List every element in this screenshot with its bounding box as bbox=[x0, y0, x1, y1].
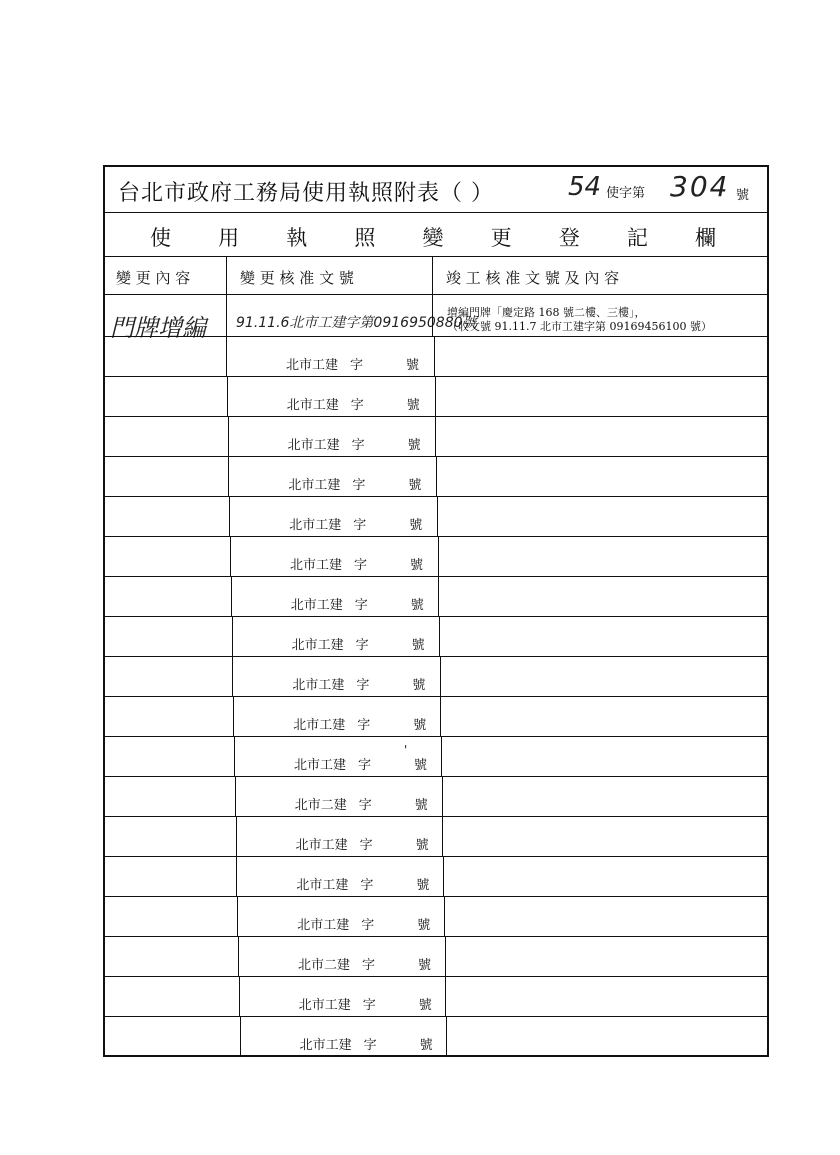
grid-line-vertical bbox=[238, 936, 239, 976]
grid-line-vertical bbox=[229, 496, 230, 536]
banner-char: 照 bbox=[354, 226, 376, 250]
ref-row bbox=[297, 903, 437, 943]
grid-line-horizontal bbox=[103, 576, 769, 577]
grid-line-horizontal bbox=[103, 816, 769, 817]
grid-line-horizontal bbox=[103, 336, 769, 337]
banner-char: 用 bbox=[218, 226, 240, 250]
ref-hao: 號 bbox=[414, 757, 428, 773]
grid-line-vertical bbox=[234, 736, 235, 776]
grid-line-vertical bbox=[228, 456, 229, 496]
grid-line-vertical bbox=[444, 896, 445, 936]
grid-line-vertical bbox=[233, 696, 234, 736]
permit-prefix-handwritten: 54 bbox=[568, 172, 602, 202]
approval-number-handwritten: 91.11.6北市工建字第0916950880號 bbox=[236, 315, 477, 331]
change-content-handwritten: 門牌增編 bbox=[110, 314, 206, 342]
ref-row bbox=[294, 743, 434, 783]
grid-line-vertical bbox=[441, 736, 442, 776]
grid-line-horizontal bbox=[103, 856, 769, 857]
ref-prefix: 北市工建 bbox=[287, 437, 340, 453]
grid-line-horizontal bbox=[103, 776, 769, 777]
ref-zi: 字 bbox=[350, 397, 364, 413]
ref-zi: 字 bbox=[358, 797, 372, 813]
ref-hao: 號 bbox=[415, 837, 429, 853]
grid-line-vertical bbox=[438, 536, 439, 576]
ref-row bbox=[295, 783, 435, 823]
column-header-completion: 竣 工 核 准 文 號 及 內 容 bbox=[446, 269, 620, 287]
ref-prefix: 北市二建 bbox=[298, 957, 351, 973]
ref-hao: 號 bbox=[413, 717, 427, 733]
grid-line-vertical bbox=[443, 856, 444, 896]
ref-zi: 字 bbox=[361, 917, 375, 933]
grid-line-vertical bbox=[236, 816, 237, 856]
ref-zi: 字 bbox=[351, 437, 365, 453]
ref-hao: 號 bbox=[406, 357, 420, 373]
column-header-change-content: 變 更 內 容 bbox=[116, 269, 191, 287]
ref-row bbox=[292, 663, 432, 703]
grid-line-vertical bbox=[237, 896, 238, 936]
grid-line-vertical bbox=[446, 1016, 447, 1057]
ref-hao: 號 bbox=[408, 477, 422, 493]
ref-hao: 號 bbox=[407, 437, 421, 453]
grid-line-horizontal bbox=[103, 696, 769, 697]
permit-label: 使字第 bbox=[606, 186, 646, 201]
ref-row bbox=[292, 623, 432, 663]
grid-line-vertical bbox=[240, 1016, 241, 1057]
ref-zi: 字 bbox=[356, 677, 370, 693]
ref-row bbox=[296, 863, 436, 903]
ref-prefix: 北市工建 bbox=[289, 517, 342, 533]
ref-zi: 字 bbox=[353, 517, 367, 533]
ref-prefix: 北市二建 bbox=[294, 797, 347, 813]
ref-prefix: 北市工建 bbox=[291, 637, 344, 653]
ref-row bbox=[287, 383, 427, 423]
completion-note-line2: （收文號 91.11.7 北市工建字第 09169456100 號） bbox=[447, 320, 712, 333]
ref-row bbox=[288, 463, 428, 503]
ref-prefix: 北市工建 bbox=[290, 597, 343, 613]
ref-prefix: 北市工建 bbox=[286, 397, 339, 413]
banner-char: 更 bbox=[490, 226, 512, 250]
ref-hao: 號 bbox=[416, 877, 430, 893]
ref-hao: 號 bbox=[410, 557, 424, 573]
ref-zi: 字 bbox=[350, 357, 364, 373]
ref-row bbox=[299, 983, 439, 1023]
banner-char: 記 bbox=[626, 226, 648, 250]
grid-line-vertical bbox=[226, 336, 227, 376]
ref-prefix: 北市工建 bbox=[296, 877, 349, 893]
ref-row bbox=[290, 543, 430, 583]
ref-row bbox=[293, 703, 433, 743]
banner-char: 執 bbox=[286, 226, 308, 250]
ref-row bbox=[286, 343, 426, 383]
grid-line-vertical bbox=[435, 416, 436, 456]
ref-prefix: 北市工建 bbox=[298, 997, 351, 1013]
completion-note-line1: 增編門牌「慶定路 168 號二樓、三樓」， bbox=[447, 306, 646, 319]
ref-zi: 字 bbox=[352, 477, 366, 493]
ref-row bbox=[296, 823, 436, 863]
ref-prefix: 北市工建 bbox=[292, 677, 345, 693]
section-banner bbox=[150, 222, 716, 252]
form-title: 台北市政府工務局使用執照附表（ ） bbox=[118, 181, 494, 206]
grid-line-horizontal bbox=[103, 536, 769, 537]
grid-line-vertical bbox=[439, 616, 440, 656]
grid-line-vertical bbox=[442, 816, 443, 856]
banner-char: 變 bbox=[422, 226, 444, 250]
grid-line-vertical bbox=[227, 376, 228, 416]
permit-number-handwritten: 304 bbox=[670, 170, 730, 203]
ref-prefix: 北市工建 bbox=[294, 757, 347, 773]
ref-prefix: 北市工建 bbox=[293, 717, 346, 733]
grid-line-vertical bbox=[445, 976, 446, 1016]
ref-zi: 字 bbox=[360, 877, 374, 893]
ref-zi: 字 bbox=[354, 597, 368, 613]
grid-line-vertical bbox=[236, 856, 237, 896]
ref-zi: 字 bbox=[357, 717, 371, 733]
ref-row bbox=[300, 1023, 440, 1063]
ref-hao: 號 bbox=[414, 797, 428, 813]
ref-hao: 號 bbox=[419, 1037, 433, 1053]
grid-line-vertical bbox=[232, 616, 233, 656]
ref-hao: 號 bbox=[417, 917, 431, 933]
grid-line-vertical bbox=[228, 416, 229, 456]
grid-line-vertical bbox=[231, 576, 232, 616]
grid-line-horizontal bbox=[103, 294, 769, 295]
ref-prefix: 北市工建 bbox=[299, 1037, 352, 1053]
column-header-change-approval: 變 更 核 准 文 號 bbox=[240, 269, 354, 287]
grid-line-vertical bbox=[437, 496, 438, 536]
grid-line-vertical bbox=[434, 336, 435, 376]
ref-prefix: 北市工建 bbox=[286, 357, 339, 373]
grid-line-vertical bbox=[436, 456, 437, 496]
ref-prefix: 北市工建 bbox=[288, 477, 341, 493]
grid-line-horizontal bbox=[103, 616, 769, 617]
ref-zi: 字 bbox=[363, 1037, 377, 1053]
ref-zi: 字 bbox=[354, 557, 368, 573]
ref-zi: 字 bbox=[355, 637, 369, 653]
grid-line-vertical bbox=[440, 696, 441, 736]
ref-hao: 號 bbox=[418, 997, 432, 1013]
grid-line-horizontal bbox=[103, 256, 769, 257]
grid-line-vertical bbox=[440, 656, 441, 696]
grid-line-vertical bbox=[230, 536, 231, 576]
ref-hao: 號 bbox=[412, 677, 426, 693]
grid-line-vertical bbox=[235, 776, 236, 816]
grid-line-vertical bbox=[226, 256, 227, 336]
ref-hao: 號 bbox=[410, 597, 424, 613]
ref-zi: 字 bbox=[359, 837, 373, 853]
grid-line-vertical bbox=[435, 376, 436, 416]
grid-line-vertical bbox=[442, 776, 443, 816]
banner-char: 登 bbox=[558, 226, 580, 250]
grid-line-vertical bbox=[438, 576, 439, 616]
grid-line-horizontal bbox=[103, 656, 769, 657]
banner-char: 使 bbox=[150, 226, 171, 250]
ref-row bbox=[288, 423, 428, 463]
grid-line-horizontal bbox=[103, 376, 769, 377]
ref-prefix: 北市工建 bbox=[297, 917, 350, 933]
ref-hao: 號 bbox=[418, 957, 432, 973]
ref-row bbox=[291, 583, 431, 623]
grid-line-vertical bbox=[445, 936, 446, 976]
ref-hao: 號 bbox=[409, 517, 423, 533]
ref-zi: 字 bbox=[362, 997, 376, 1013]
ref-zi: 字 bbox=[358, 757, 372, 773]
ref-hao: 號 bbox=[406, 397, 420, 413]
permit-suffix: 號 bbox=[736, 188, 750, 203]
grid-line-horizontal bbox=[103, 736, 769, 737]
stray-mark: ' bbox=[404, 743, 408, 757]
ref-row bbox=[298, 943, 438, 983]
banner-char: 欄 bbox=[695, 226, 716, 250]
grid-line-vertical bbox=[239, 976, 240, 1016]
ref-zi: 字 bbox=[362, 957, 376, 973]
ref-prefix: 北市工建 bbox=[290, 557, 343, 573]
ref-prefix: 北市工建 bbox=[295, 837, 348, 853]
grid-line-horizontal bbox=[103, 212, 769, 213]
ref-hao: 號 bbox=[411, 637, 425, 653]
ref-row bbox=[289, 503, 429, 543]
grid-line-vertical bbox=[232, 656, 233, 696]
grid-line-vertical bbox=[432, 256, 433, 336]
